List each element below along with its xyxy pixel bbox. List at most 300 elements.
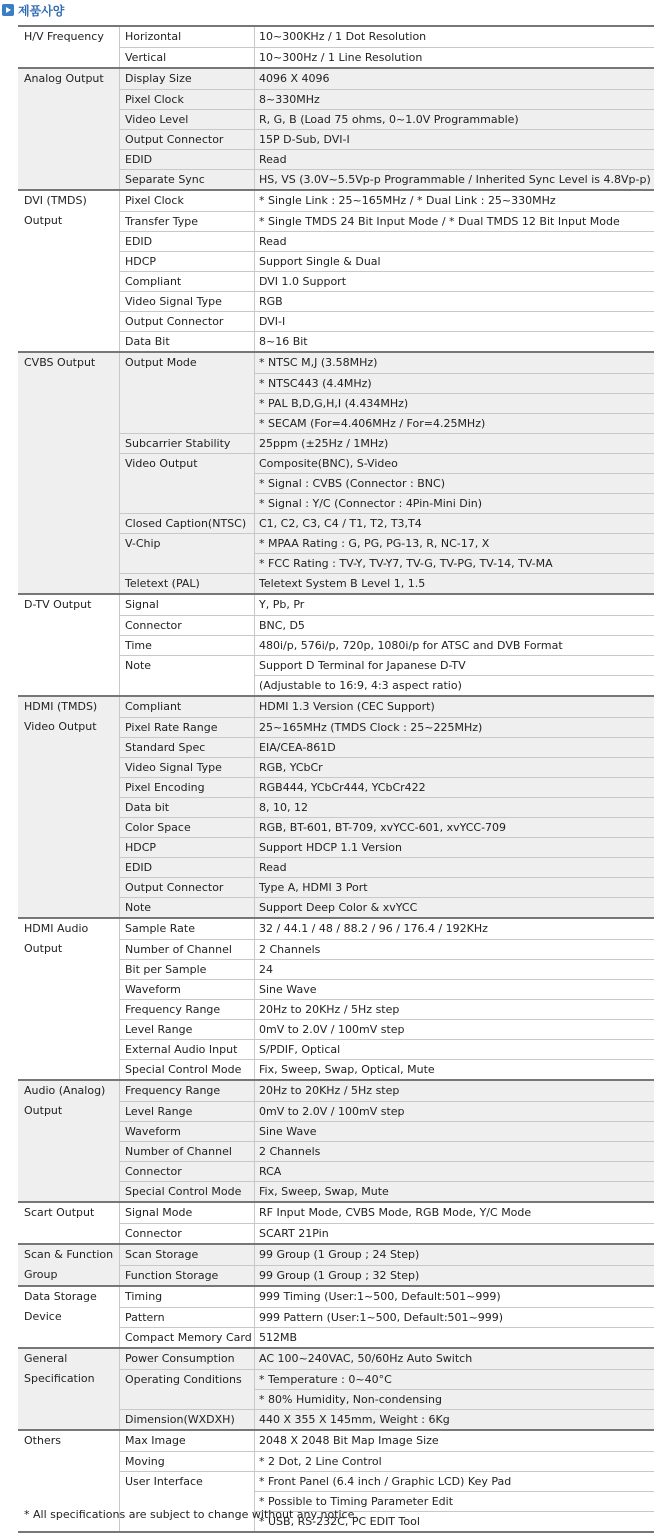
- spec-row: [18, 615, 654, 635]
- item-label: User Interface: [120, 1471, 255, 1491]
- spec-group: [18, 67, 654, 189]
- spec-row: [18, 373, 654, 393]
- item-label: Number of Channel: [120, 939, 255, 959]
- spec-row: [18, 453, 654, 473]
- category-label: [18, 979, 120, 999]
- spec-value: 24: [255, 959, 654, 979]
- spec-row: [18, 393, 654, 413]
- item-label: [120, 553, 255, 573]
- spec-row: [18, 1451, 654, 1471]
- category-label: [18, 1471, 120, 1491]
- spec-row: [18, 1019, 654, 1039]
- category-label: [18, 331, 120, 351]
- spec-value: C1, C2, C3, C4 / T1, T2, T3,T4: [255, 513, 654, 533]
- item-label: Connector: [120, 615, 255, 635]
- item-label: Function Storage: [120, 1265, 255, 1285]
- spec-row: [18, 1287, 654, 1307]
- spec-row: [18, 353, 654, 373]
- category-label: Output: [18, 939, 120, 959]
- spec-value: Fix, Sweep, Swap, Mute: [255, 1181, 654, 1201]
- item-label: [120, 473, 255, 493]
- item-label: Power Consumption: [120, 1349, 255, 1369]
- item-label: EDID: [120, 149, 255, 169]
- category-label: [18, 1121, 120, 1141]
- item-label: [120, 393, 255, 413]
- category-label: DVI (TMDS): [18, 191, 120, 211]
- spec-group: [18, 1347, 654, 1429]
- category-label: Audio (Analog): [18, 1081, 120, 1101]
- item-label: Connector: [120, 1223, 255, 1243]
- spec-value: 99 Group (1 Group ; 24 Step): [259, 1248, 420, 1261]
- spec-group: [18, 593, 654, 695]
- item-label: Separate Sync: [120, 169, 255, 189]
- spec-row: [18, 331, 654, 351]
- category-label: [18, 635, 120, 655]
- item-label: HDCP: [120, 837, 255, 857]
- spec-value: Support Deep Color & xvYCC: [255, 897, 654, 917]
- spec-value: Support HDCP 1.1 Version: [255, 837, 654, 857]
- spec-value: RGB: [255, 291, 654, 311]
- item-label: EDID: [120, 857, 255, 877]
- spec-row: [18, 655, 654, 675]
- spec-row: [18, 1181, 654, 1201]
- spec-value: Sine Wave: [255, 979, 654, 999]
- item-label: Pixel Clock: [120, 89, 255, 109]
- spec-value: * SECAM (For=4.406MHz / For=4.25MHz): [255, 413, 654, 433]
- category-label: D-TV Output: [18, 595, 120, 615]
- category-label: [18, 533, 120, 553]
- item-label: Frequency Range: [120, 999, 255, 1019]
- spec-value: BNC, D5: [255, 615, 654, 635]
- spec-row: [18, 191, 654, 211]
- category-label: [18, 1039, 120, 1059]
- spec-value: * 80% Humidity, Non-condensing: [255, 1389, 654, 1409]
- category-label: [18, 573, 120, 593]
- item-label: Subcarrier Stability: [120, 433, 255, 453]
- spec-table: [18, 25, 654, 1533]
- spec-row: [18, 797, 654, 817]
- item-label: Pixel Encoding: [120, 777, 255, 797]
- spec-value: * NTSC443 (4.4MHz): [255, 373, 654, 393]
- item-label: [120, 1389, 255, 1409]
- spec-group: [18, 917, 654, 1079]
- spec-row: [18, 959, 654, 979]
- item-label: Vertical: [120, 47, 255, 67]
- spec-row: [18, 251, 654, 271]
- item-label: Compliant: [120, 271, 255, 291]
- category-label: [18, 109, 120, 129]
- spec-row: [18, 877, 654, 897]
- spec-value: R, G, B (Load 75 ohms, 0~1.0V Programmable): [255, 109, 654, 129]
- category-label: [18, 1327, 120, 1347]
- spec-value: 25ppm (±25Hz / 1MHz): [255, 433, 654, 453]
- category-label: Output: [18, 211, 120, 231]
- category-label: [18, 513, 120, 533]
- category-label: HDMI Audio: [18, 919, 120, 939]
- category-label: [18, 291, 120, 311]
- category-label: [18, 231, 120, 251]
- category-label: [18, 655, 120, 675]
- item-label: Waveform: [120, 1121, 255, 1141]
- play-bullet-icon: [2, 4, 14, 16]
- category-label: [18, 413, 120, 433]
- spec-row: [18, 1409, 654, 1429]
- spec-row: [18, 573, 654, 593]
- spec-value: * Signal : CVBS (Connector : BNC): [255, 473, 654, 493]
- spec-value: 440 X 355 X 145mm, Weight : 6Kg: [255, 1409, 654, 1429]
- spec-value: * 2 Dot, 2 Line Control: [255, 1451, 654, 1471]
- item-label: Compliant: [120, 697, 255, 717]
- category-label: [18, 1059, 120, 1079]
- item-label: HDCP: [120, 251, 255, 271]
- spec-value: 32 / 44.1 / 48 / 88.2 / 96 / 176.4 / 192KHz: [259, 922, 488, 935]
- item-label: Note: [120, 655, 255, 675]
- category-label: Data Storage: [18, 1287, 120, 1307]
- spec-row: [18, 817, 654, 837]
- spec-value: HDMI 1.3 Version (CEC Support): [259, 700, 435, 713]
- spec-value: * Possible to Timing Parameter Edit: [255, 1491, 654, 1511]
- spec-row: [18, 433, 654, 453]
- category-label: [18, 271, 120, 291]
- category-label: [18, 1389, 120, 1409]
- item-label: Scan Storage: [120, 1245, 255, 1265]
- spec-value: 2048 X 2048 Bit Map Image Size: [259, 1434, 439, 1447]
- spec-row: [18, 1265, 654, 1285]
- spec-value: Sine Wave: [255, 1121, 654, 1141]
- category-label: Group: [18, 1265, 120, 1285]
- item-label: Signal: [120, 595, 255, 615]
- spec-row: [18, 27, 654, 47]
- spec-value: RCA: [255, 1161, 654, 1181]
- item-label: Output Mode: [120, 353, 255, 373]
- spec-value: Support D Terminal for Japanese D-TV: [255, 655, 654, 675]
- spec-value: 2 Channels: [255, 939, 654, 959]
- spec-value: * Signal : Y/C (Connector : 4Pin-Mini Din): [255, 493, 654, 513]
- spec-value: 25~165MHz (TMDS Clock : 25~225MHz): [255, 717, 654, 737]
- category-label: [18, 1181, 120, 1201]
- spec-value: 99 Group (1 Group ; 32 Step): [255, 1265, 654, 1285]
- item-label: Standard Spec: [120, 737, 255, 757]
- category-label: [18, 311, 120, 331]
- item-label: Waveform: [120, 979, 255, 999]
- spec-value: 10~300KHz / 1 Dot Resolution: [259, 30, 427, 43]
- item-label: [120, 675, 255, 695]
- spec-value: Read: [255, 231, 654, 251]
- spec-row: [18, 1349, 654, 1369]
- spec-row: [18, 129, 654, 149]
- spec-value: Y, Pb, Pr: [259, 598, 305, 611]
- spec-row: [18, 777, 654, 797]
- section-title: 제품사양: [18, 3, 65, 18]
- spec-value: Composite(BNC), S-Video: [255, 453, 654, 473]
- spec-row: [18, 109, 654, 129]
- item-label: Video Signal Type: [120, 291, 255, 311]
- spec-row: [18, 595, 654, 615]
- footnote: * All specifications are subject to change without any notice.: [24, 1508, 358, 1521]
- spec-group: [18, 1079, 654, 1201]
- spec-value: * Front Panel (6.4 inch / Graphic LCD) Key Pad: [255, 1471, 654, 1491]
- category-label: [18, 1451, 120, 1471]
- spec-row: [18, 857, 654, 877]
- category-label: [18, 89, 120, 109]
- category-label: [18, 959, 120, 979]
- spec-row: [18, 291, 654, 311]
- spec-value: DVI 1.0 Support: [255, 271, 654, 291]
- item-label: Video Signal Type: [120, 757, 255, 777]
- category-label: [18, 857, 120, 877]
- category-label: [18, 777, 120, 797]
- category-label: General: [18, 1349, 120, 1369]
- spec-value: Read: [255, 149, 654, 169]
- spec-row: [18, 311, 654, 331]
- spec-value: 20Hz to 20KHz / 5Hz step: [259, 1084, 400, 1097]
- spec-value: RGB, BT-601, BT-709, xvYCC-601, xvYCC-709: [255, 817, 654, 837]
- spec-value: * Single Link : 25~165MHz / * Dual Link : 25~330MHz: [259, 194, 556, 207]
- category-label: [18, 999, 120, 1019]
- spec-group: [18, 25, 654, 67]
- spec-value: 0mV to 2.0V / 100mV step: [255, 1101, 654, 1121]
- item-label: Moving: [120, 1451, 255, 1471]
- spec-row: [18, 675, 654, 695]
- spec-value: AC 100~240VAC, 50/60Hz Auto Switch: [259, 1352, 473, 1365]
- spec-row: [18, 837, 654, 857]
- spec-value: 15P D-Sub, DVI-I: [255, 129, 654, 149]
- spec-row: [18, 1307, 654, 1327]
- category-label: [18, 493, 120, 513]
- item-label: V-Chip: [120, 533, 255, 553]
- spec-row: [18, 1161, 654, 1181]
- spec-value: * FCC Rating : TV-Y, TV-Y7, TV-G, TV-PG, TV-14, TV-MA: [255, 553, 654, 573]
- category-label: [18, 453, 120, 473]
- spec-value: SCART 21Pin: [255, 1223, 654, 1243]
- spec-row: [18, 1121, 654, 1141]
- spec-value: * NTSC M,J (3.58MHz): [259, 356, 378, 369]
- spec-value: 8~330MHz: [255, 89, 654, 109]
- item-label: [120, 413, 255, 433]
- category-label: [18, 877, 120, 897]
- spec-value: 2 Channels: [255, 1141, 654, 1161]
- category-label: [18, 393, 120, 413]
- category-label: [18, 1409, 120, 1429]
- category-label: [18, 1141, 120, 1161]
- item-label: Signal Mode: [120, 1203, 255, 1223]
- spec-value: Type A, HDMI 3 Port: [255, 877, 654, 897]
- category-label: [18, 797, 120, 817]
- item-label: EDID: [120, 231, 255, 251]
- spec-value: RF Input Mode, CVBS Mode, RGB Mode, Y/C Mode: [259, 1206, 532, 1219]
- spec-row: [18, 169, 654, 189]
- spec-row: [18, 1389, 654, 1409]
- item-label: Closed Caption(NTSC): [120, 513, 255, 533]
- spec-row: [18, 717, 654, 737]
- spec-value: 10~300Hz / 1 Line Resolution: [255, 47, 654, 67]
- spec-row: [18, 271, 654, 291]
- item-label: Bit per Sample: [120, 959, 255, 979]
- item-label: External Audio Input: [120, 1039, 255, 1059]
- item-label: Compact Memory Card: [120, 1327, 255, 1347]
- spec-row: [18, 1431, 654, 1451]
- spec-row: [18, 1081, 654, 1101]
- item-label: [120, 373, 255, 393]
- item-label: Data bit: [120, 797, 255, 817]
- spec-value: HS, VS (3.0V~5.5Vp-p Programmable / Inherited Sync Level is 4.8Vp-p): [255, 169, 654, 189]
- spec-row: [18, 737, 654, 757]
- item-label: Dimension(WXDXH): [120, 1409, 255, 1429]
- spec-row: [18, 1471, 654, 1491]
- spec-row: [18, 1141, 654, 1161]
- item-label: Video Output: [120, 453, 255, 473]
- spec-value: * MPAA Rating : G, PG, PG-13, R, NC-17, X: [255, 533, 654, 553]
- category-label: [18, 817, 120, 837]
- category-label: H/V Frequency: [18, 27, 120, 47]
- spec-value: 4096 X 4096: [259, 72, 330, 85]
- item-label: Teletext (PAL): [120, 573, 255, 593]
- category-label: Scart Output: [18, 1203, 120, 1223]
- spec-row: [18, 999, 654, 1019]
- spec-row: [18, 1039, 654, 1059]
- spec-value: 480i/p, 576i/p, 720p, 1080i/p for ATSC and DVB Format: [255, 635, 654, 655]
- spec-group: [18, 351, 654, 593]
- category-label: [18, 169, 120, 189]
- category-label: Device: [18, 1307, 120, 1327]
- spec-row: [18, 919, 654, 939]
- category-label: Scan & Function: [18, 1245, 120, 1265]
- spec-row: [18, 1245, 654, 1265]
- item-label: Number of Channel: [120, 1141, 255, 1161]
- item-label: Video Level: [120, 109, 255, 129]
- spec-value: RGB444, YCbCr444, YCbCr422: [255, 777, 654, 797]
- category-label: [18, 675, 120, 695]
- spec-value: EIA/CEA-861D: [255, 737, 654, 757]
- item-label: Note: [120, 897, 255, 917]
- spec-value: 8~16 Bit: [255, 331, 654, 351]
- spec-row: [18, 1059, 654, 1079]
- category-label: Analog Output: [18, 69, 120, 89]
- spec-value: 20Hz to 20KHz / 5Hz step: [255, 999, 654, 1019]
- category-label: [18, 373, 120, 393]
- spec-value: * PAL B,D,G,H,I (4.434MHz): [255, 393, 654, 413]
- item-label: Level Range: [120, 1019, 255, 1039]
- spec-row: [18, 149, 654, 169]
- spec-value: Teletext System B Level 1, 1.5: [255, 573, 654, 593]
- spec-row: [18, 939, 654, 959]
- category-label: [18, 1019, 120, 1039]
- spec-value: 512MB: [255, 1327, 654, 1347]
- item-label: Time: [120, 635, 255, 655]
- item-label: Pixel Rate Range: [120, 717, 255, 737]
- spec-row: [18, 413, 654, 433]
- category-label: [18, 615, 120, 635]
- spec-value: DVI-I: [255, 311, 654, 331]
- item-label: Display Size: [120, 69, 255, 89]
- item-label: Level Range: [120, 1101, 255, 1121]
- item-label: Sample Rate: [120, 919, 255, 939]
- spec-row: [18, 1203, 654, 1223]
- spec-row: [18, 897, 654, 917]
- category-label: [18, 251, 120, 271]
- spec-row: [18, 553, 654, 573]
- spec-group: [18, 189, 654, 351]
- item-label: Connector: [120, 1161, 255, 1181]
- spec-value: * Temperature : 0~40°C: [255, 1369, 654, 1389]
- item-label: Special Control Mode: [120, 1181, 255, 1201]
- category-label: [18, 473, 120, 493]
- spec-row: [18, 979, 654, 999]
- spec-value: * Single TMDS 24 Bit Input Mode / * Dual TMDS 12 Bit Input Mode: [255, 211, 654, 231]
- category-label: [18, 47, 120, 67]
- item-label: Pixel Clock: [120, 191, 255, 211]
- category-label: Specification: [18, 1369, 120, 1389]
- category-label: [18, 837, 120, 857]
- spec-value: 8, 10, 12: [255, 797, 654, 817]
- item-label: Max Image: [120, 1431, 255, 1451]
- spec-row: [18, 47, 654, 67]
- item-label: Pattern: [120, 1307, 255, 1327]
- item-label: Output Connector: [120, 311, 255, 331]
- spec-row: [18, 533, 654, 553]
- item-label: Output Connector: [120, 877, 255, 897]
- spec-row: [18, 513, 654, 533]
- spec-row: [18, 1369, 654, 1389]
- category-label: [18, 737, 120, 757]
- spec-value: * USB, RS-232C, PC EDIT Tool: [255, 1511, 654, 1531]
- category-label: Others: [18, 1431, 120, 1451]
- item-label: Output Connector: [120, 129, 255, 149]
- spec-row: [18, 211, 654, 231]
- spec-value: RGB, YCbCr: [255, 757, 654, 777]
- spec-value: 999 Pattern (User:1~500, Default:501~999): [255, 1307, 654, 1327]
- item-label: Horizontal: [120, 27, 255, 47]
- item-label: [120, 493, 255, 513]
- spec-value: 999 Timing (User:1~500, Default:501~999): [259, 1290, 501, 1303]
- spec-row: [18, 1327, 654, 1347]
- spec-row: [18, 69, 654, 89]
- category-label: [18, 1161, 120, 1181]
- spec-row: [18, 757, 654, 777]
- category-label: [18, 433, 120, 453]
- spec-row: [18, 1223, 654, 1243]
- spec-group: [18, 1201, 654, 1243]
- category-label: Video Output: [18, 717, 120, 737]
- category-label: Output: [18, 1101, 120, 1121]
- spec-row: [18, 89, 654, 109]
- category-label: [18, 129, 120, 149]
- spec-value: S/PDIF, Optical: [255, 1039, 654, 1059]
- item-label: Transfer Type: [120, 211, 255, 231]
- spec-value: 0mV to 2.0V / 100mV step: [255, 1019, 654, 1039]
- spec-value: (Adjustable to 16:9, 4:3 aspect ratio): [255, 675, 654, 695]
- category-label: [18, 897, 120, 917]
- spec-row: [18, 493, 654, 513]
- section-header: [2, 0, 64, 20]
- spec-group: [18, 695, 654, 917]
- item-label: Color Space: [120, 817, 255, 837]
- spec-group: [18, 1285, 654, 1347]
- spec-group: [18, 1243, 654, 1285]
- item-label: Frequency Range: [120, 1081, 255, 1101]
- item-label: Operating Conditions: [120, 1369, 255, 1389]
- spec-row: [18, 1101, 654, 1121]
- spec-row: [18, 231, 654, 251]
- spec-row: [18, 635, 654, 655]
- spec-row: [18, 697, 654, 717]
- spec-value: Fix, Sweep, Swap, Optical, Mute: [255, 1059, 654, 1079]
- spec-value: Read: [255, 857, 654, 877]
- category-label: CVBS Output: [18, 353, 120, 373]
- category-label: HDMI (TMDS): [18, 697, 120, 717]
- item-label: Timing: [120, 1287, 255, 1307]
- spec-row: [18, 473, 654, 493]
